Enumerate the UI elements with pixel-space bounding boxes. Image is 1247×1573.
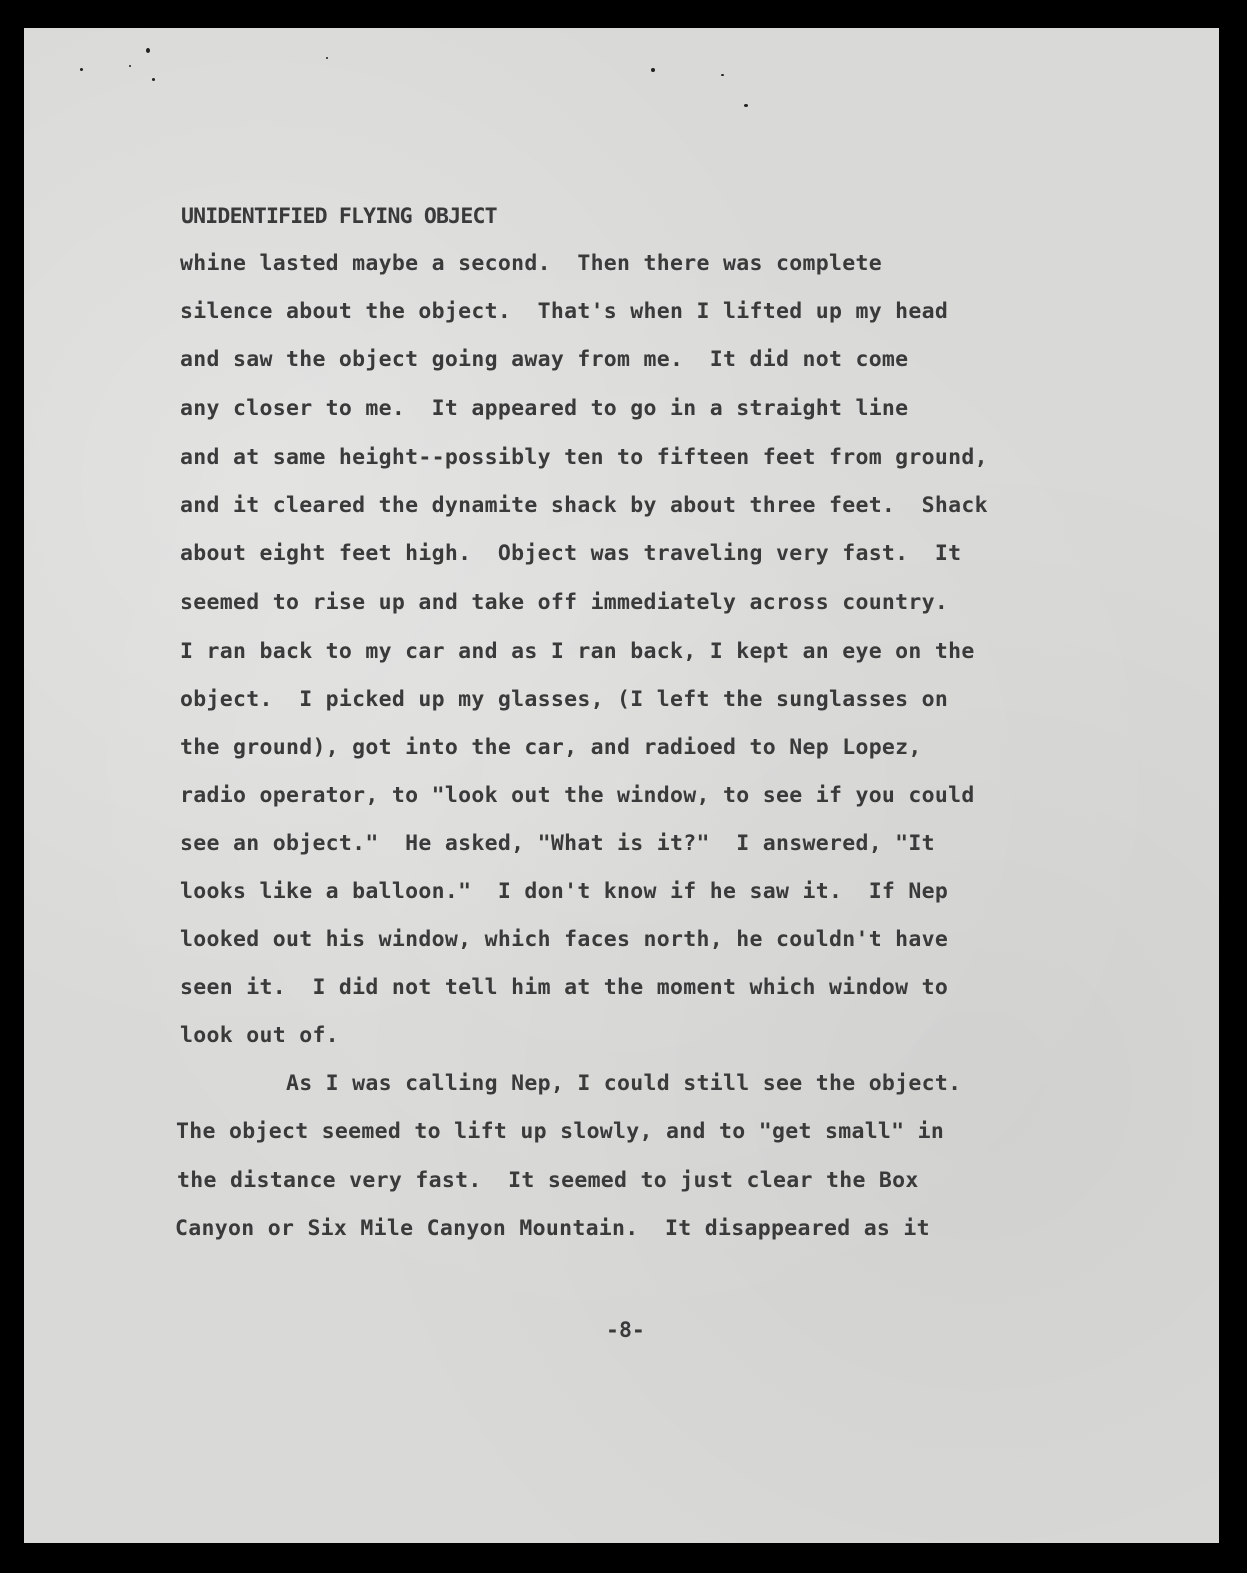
text-line: looks like a balloon." I don't know if he saw it. If Nep	[180, 879, 949, 904]
scan-speck	[129, 65, 131, 67]
text-line: I ran back to my car and as I ran back, I kept an eye on the	[180, 639, 975, 664]
text-line: and at same height--possibly ten to fifteen feet from ground,	[180, 445, 988, 470]
text-line: radio operator, to "look out the window, to see if you could	[180, 783, 975, 808]
text-line: and it cleared the dynamite shack by about three feet. Shack	[180, 493, 988, 518]
text-line: any closer to me. It appeared to go in a straight line	[180, 396, 909, 421]
document-page	[24, 28, 1219, 1543]
text-line: seemed to rise up and take off immediately across country.	[180, 590, 949, 615]
text-line: The object seemed to lift up slowly, and to "get small" in	[176, 1119, 945, 1144]
text-line: seen it. I did not tell him at the moment which window to	[180, 975, 949, 1000]
scan-speck	[721, 74, 724, 76]
scan-speck	[152, 78, 155, 81]
scan-speck	[744, 104, 748, 107]
text-line: and saw the object going away from me. It did not come	[180, 347, 909, 372]
text-line: the ground), got into the car, and radioed to Nep Lopez,	[180, 735, 922, 760]
document-heading: UNIDENTIFIED FLYING OBJECT	[181, 204, 497, 229]
text-line: Canyon or Six Mile Canyon Mountain. It disappeared as it	[175, 1216, 930, 1241]
page-number: -8-	[606, 1318, 645, 1343]
text-line: see an object." He asked, "What is it?" I answered, "It	[180, 831, 935, 856]
scan-speck	[80, 68, 83, 71]
text-line: the distance very fast. It seemed to just clear the Box	[177, 1168, 919, 1193]
text-line: As I was calling Nep, I could still see the object.	[180, 1071, 962, 1096]
text-line: looked out his window, which faces north, he couldn't have	[180, 927, 949, 952]
scan-speck	[651, 68, 655, 72]
scan-speck	[146, 48, 150, 53]
text-line: silence about the object. That's when I lifted up my head	[180, 299, 949, 324]
text-line: look out of.	[180, 1023, 339, 1048]
text-line: object. I picked up my glasses, (I left the sunglasses on	[180, 687, 949, 712]
scan-speck	[326, 57, 328, 59]
text-line: about eight feet high. Object was traveling very fast. It	[180, 541, 962, 566]
text-line: whine lasted maybe a second. Then there was complete	[180, 251, 882, 276]
